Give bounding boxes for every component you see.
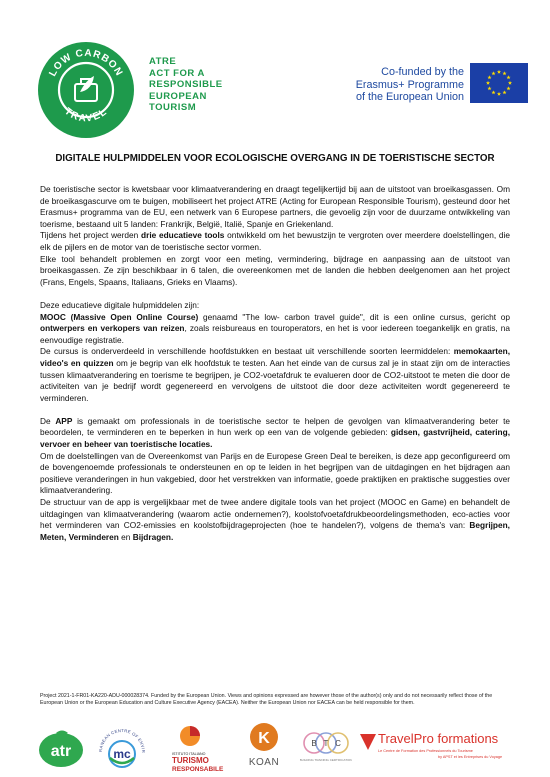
btc-subtitle: BUILDING TRAINING CERTIFICATION [300,758,352,762]
logo-ring-bottom: TRAVEL [62,106,110,125]
travelpro-logo-text: TravelPro formations [378,731,499,746]
atre-line: ATRE [149,56,177,67]
document-title: DIGITALE HULPMIDDELEN VOOR ECOLOGISCHE OVERGANG IN DE TOERISTISCHE SECTOR [55,153,495,164]
paragraph-course: De cursus is onderverdeeld in verschillende hoofdstukken en bestaat uit verschillende soorten leermiddelen: memokaarten, video's en quizzen om je begrip van elk hoofdstuk te testen. Aan het einde van de cursus zal je in staat zijn om de interacties tussen klimaatverandering en toerisme te begrijpen, je CO2-voetafdruk te evalueren door de CO2-uitstoot te meten die door de activiteiten van je bedrijf wordt gegenereerd en vervolgens de uitstoot die door deze activiteiten wordt gegenereerd te verminderen. [40,346,510,403]
atre-line: EUROPEAN [149,90,207,102]
travelpro-sub-2: by APST et les Entreprises du Voyage [438,755,503,759]
paragraph-intro: De toeristische sector is kwetsbaar voor klimaatverandering en draagt tegelijkertijd bij aan de uitstoot van broeikasgassen. Om de broeikasgascurve om te buigen, mobiliseert het project ATRE (Acting for European Responsible Tourism), gesteund door het Erasmus+ programma van de EU, een netwerk van 6 Europese partners, die gevoelig zijn voor de duurzame ontwikkeling van toerisme, bestaand uit 5 landen: Frankrijk, België, Italië, Spanje en Griekenland. [40,184,510,229]
btc-logo [300,725,352,771]
koan-logo-text: KOAN [248,757,280,768]
mc-logo-text: mc [113,747,131,761]
atr-logo [38,728,84,768]
atre-line: ACT FOR A [149,67,205,79]
atre-line: TOURISM [149,102,197,114]
paragraph-languages: Elke tool behandelt problemen en zorgt voor een meting, vermindering, bijdrage en aanpassing aan de uitstoot van broeikasgassen. Ze zijn beschikbaar in 6 talen, die overeenkomen met de landen die hebben deelgenomen aan het project (Frans, Engels, Spaans, Italiaans, Grieks en Vlaams). [40,253,510,287]
turismo-responsabile-logo [168,722,226,774]
btc-letter: B [311,739,317,748]
logo-ring-top: LOW CARBON [47,47,125,79]
funding-disclaimer: Project 2021-1-FR01-KA220-ADU-000028374. Funded by the European Union. Views and opinions expressed are however those of the author(s) only and do not necessarily reflect those of the European Union or the European Education and Culture Executive Agency (EACEA). Neither the European Union nor EACEA can be held responsible for them. [40,693,493,706]
atre-project-name [149,56,223,114]
paragraph-tools: Tijdens het project werden drie educatieve tools ontwikkeld om het bewustzijn te vergroten over meerdere doelstellingen, die elk de pijlers en de motor van de toeristische sector vormen. [40,230,510,252]
btc-letter: C [335,739,341,748]
paragraph-list-intro: Deze educatieve digitale hulpmiddelen zijn: [40,299,200,310]
cofunded-line: Erasmus+ Programme [355,78,464,91]
bold-phrase: MOOC (Massive Open Online Course) [40,311,199,322]
bold-phrase: gidsen, gastvrijheid, catering, vervoer en beheer van toeristische locaties. [40,427,510,450]
turismo-line-1: ISTITUTO ITALIANO [172,752,206,756]
turismo-line-3: RESPONSABILE [172,766,224,773]
paragraph-app: De APP is gemaakt om professionals in de toeristische sector te helpen de gevolgen van klimaatverandering beter te beoordelen, te verminderen en te beperken in hun werk op een van de volgende gebieden: gidsen, gastvrijheid, catering, vervoer en beheer van toeristische locaties. [40,415,510,450]
cofunded-line: Co-funded by the [381,66,464,78]
mc-ring-text: RANEAN CENTRE OF ENVIR [97,727,147,754]
bold-phrase: memokaarten, video's en quizzen [40,346,510,368]
travelpro-formations-logo [356,726,516,766]
turismo-line-2: TURISMO [172,756,209,765]
eu-flag-icon [470,63,528,103]
bold-phrase: APP [55,415,73,426]
btc-letter: T [323,739,329,748]
atre-line: RESPONSIBLE [149,79,223,91]
document-body [40,184,510,543]
paragraph-mooc: MOOC (Massive Open Online Course) genaamd "The low- carbon travel guide", dit is een online cursus, gericht op ontwerpers en verkopers van reizen, zoals reisbureaus en touroperators, en het is voor iedereen toegankelijk en gratis, na eenvoudige registratie. [40,311,510,345]
bold-phrase: Begrijpen, Meten, Verminderen [40,520,510,542]
erasmus-cofunded-text [330,66,464,104]
mediterranean-centre-logo [96,722,148,774]
bold-phrase: ontwerpers en verkopers van reizen [40,323,185,334]
paragraph-paris: Om de doelstellingen van de Overeenkomst van Parijs en de Europese Green Deal te bereiken, is deze app geconfigureerd om de bovengenoemde professionals te ondersteunen en op te leiden in het begrijpen van de uitdagingen en het bijdragen aan positieve veranderingen in hun vakgebied, door het verstrekken van informatie, goede praktijken en praktische suggesties over klimaatverandering. [40,450,510,496]
low-carbon-travel-logo [36,40,136,140]
koan-logo [244,721,284,775]
koan-k-letter: K [258,730,270,747]
travelpro-sub-1: Le Centre de Formation des Professionnels du Tourisme [378,749,473,753]
cofunded-line: of the European Union [355,91,464,103]
bold-phrase: Bijdragen. [132,531,174,542]
paragraph-structure: De structuur van de app is vergelijkbaar met de twee andere digitale tools van het project (MOOC en Game) en behandelt de uitdagingen van klimaatverandering (waarom actie ondernemen?), koolstofvoetafdrukbeoordelingsmethoden, eco-acties voor het verminderen van CO2-emissies en koolstofbijdrageprojecten (hoe te handelen?), volgens de thema's van: Begrijpen, Meten, Verminderen en Bijdragen. [40,497,510,542]
atr-logo-text: atr [50,743,72,760]
bold-phrase: drie educatieve tools [141,230,225,241]
